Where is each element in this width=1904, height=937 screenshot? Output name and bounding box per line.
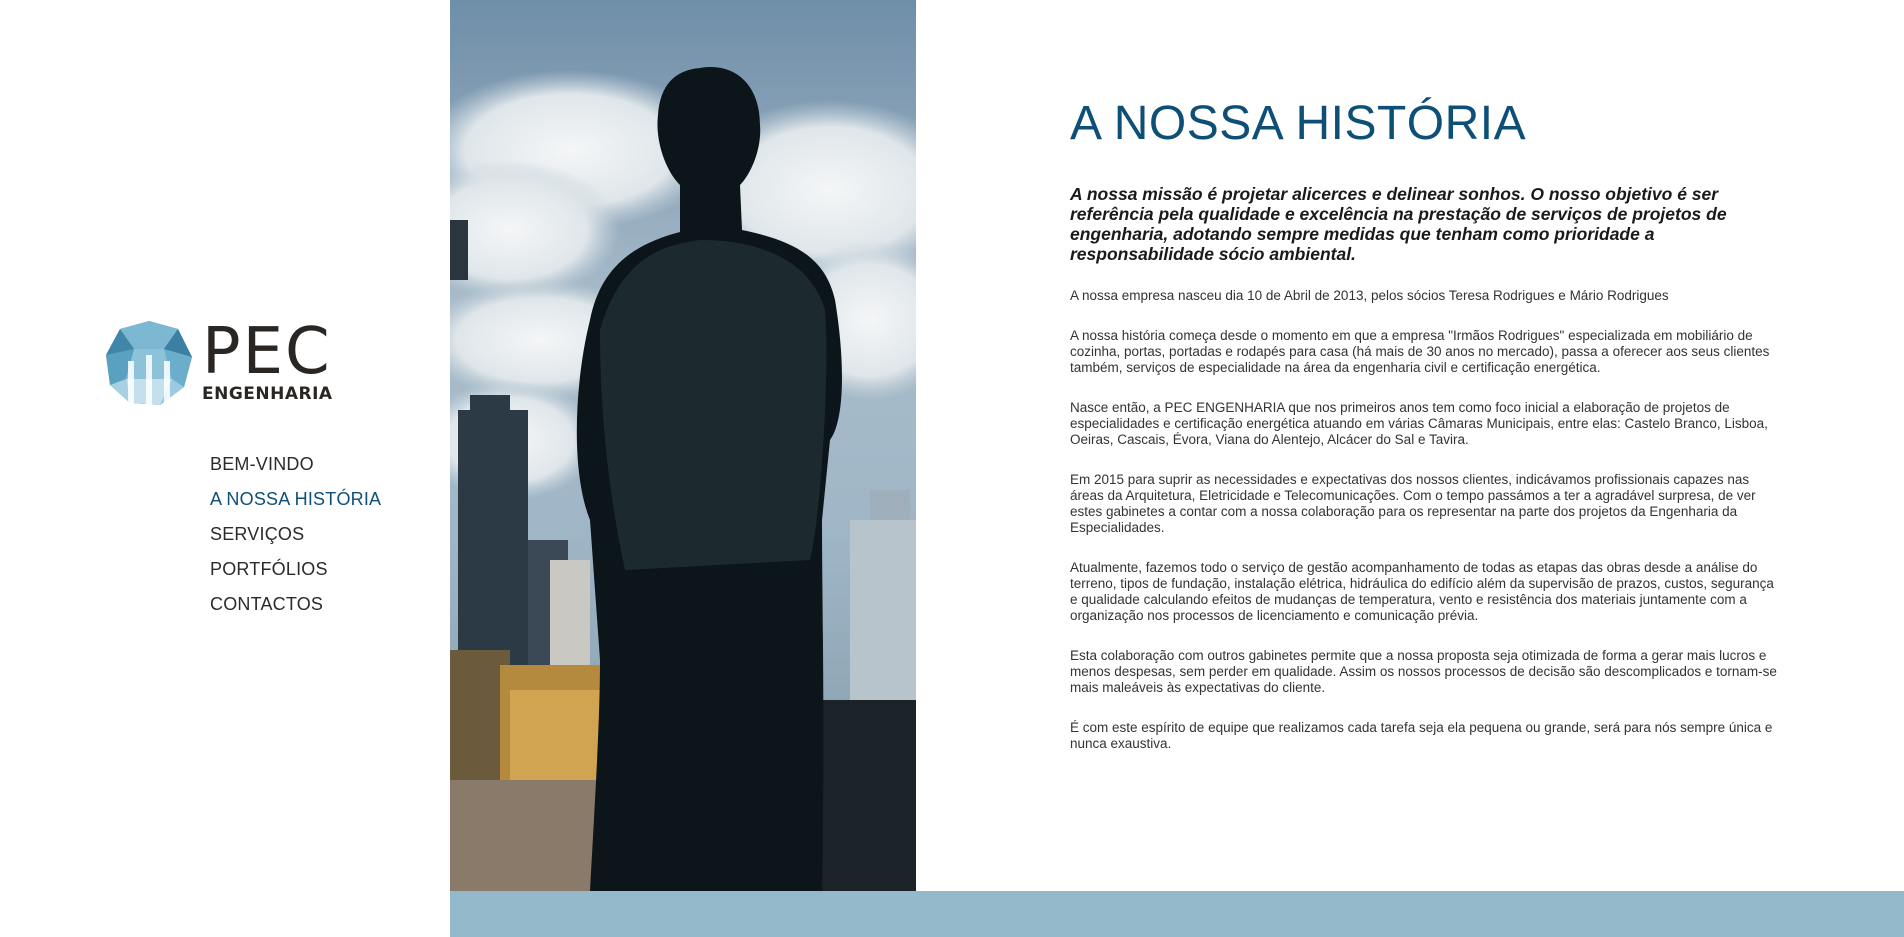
nav-item-contactos[interactable]: CONTACTOS xyxy=(210,594,324,614)
history-article xyxy=(1070,96,1780,776)
nav-item-servicos[interactable]: SERVIÇOS xyxy=(210,524,305,544)
nav-item-a-nossa-historia[interactable]: A NOSSA HISTÓRIA xyxy=(210,489,382,509)
history-paragraph: A nossa história começa desde o momento em que a empresa "Irmãos Rodrigues" especializada em mobiliário de cozinha, portas, portadas e rodapés para casa (há mais de 30 anos no mercado), passa a oferecer aos seus clientes também, serviços de especialidade na área da engenharia civil e certificação energética. xyxy=(1070,328,1770,375)
history-paragraph: Em 2015 para suprir as necessidades e expectativas dos nossos clientes, indicávamos profissionais capazes nas áreas da Arquitetura, Eletricidade e Telecomunicações. Com o tempo passámos a ter a agradável surpresa, de ver estes gabinetes a contar com a nossa colaboração para os representar na parte dos projetos da Engenharia da Especialidades. xyxy=(1070,472,1756,535)
history-paragraph: Esta colaboração com outros gabinetes permite que a nossa proposta seja otimizada de forma a gerar mais lucros e menos despesas, sem perder em qualidade. Assim os nossos processos de decisão são descomplicados e tornam-se mais maleáveis às expectativas do cliente. xyxy=(1070,648,1777,695)
nav-item-portfolios[interactable]: PORTFÓLIOS xyxy=(210,559,328,579)
history-paragraph: É com este espírito de equipe que realizamos cada tarefa seja ela pequena ou grande, será para nós sempre única e nunca exaustiva. xyxy=(1070,720,1773,751)
mission-statement: A nossa missão é projetar alicerces e delinear sonhos. O nosso objetivo é ser referência pela qualidade e excelência na prestação de serviços de projetos de engenharia, adotando sempre medidas que tenham como prioridade a responsabilidade sócio ambiental. xyxy=(1070,184,1727,264)
history-paragraph: Nasce então, a PEC ENGENHARIA que nos primeiros anos tem como foco inicial a elaboração de projetos de especialidades e certificação energética atuando em várias Câmaras Municipais, entre elas: Castelo Branco, Lisboa, Oeiras, Cascais, Évora, Viana do Alentejo, Alcácer do Sal e Tavira. xyxy=(1070,400,1768,447)
sidebar xyxy=(0,0,450,937)
history-paragraph: Atualmente, fazemos todo o serviço de gestão acompanhamento de todas as etapas das obras desde a análise do terreno, tipos de fundação, instalação elétrica, hidráulica do edifício além da supervisão de prazos, custos, segurança e qualidade calculando efeitos de mudanças de temperatura, vento e resistência dos materiais juntamente com a organização nos processos de licenciamento e comunicação prévia. xyxy=(1070,560,1774,623)
logo[interactable] xyxy=(104,315,336,408)
main-nav xyxy=(210,447,381,622)
nav-item-bem-vindo[interactable]: BEM-VINDO xyxy=(210,454,314,474)
logo-polygon-icon xyxy=(104,319,194,407)
logo-text xyxy=(202,315,333,404)
brand-tagline: ENGENHARIA xyxy=(202,384,333,404)
man-overlooking-city-image xyxy=(450,0,916,891)
hero-photo xyxy=(450,0,916,891)
page-title: A NOSSA HISTÓRIA xyxy=(1070,97,1527,150)
brand-name: PEC xyxy=(202,315,332,389)
footer-band xyxy=(450,891,1904,937)
history-paragraph: A nossa empresa nasceu dia 10 de Abril de 2013, pelos sócios Teresa Rodrigues e Mário Rodrigues xyxy=(1070,288,1669,303)
